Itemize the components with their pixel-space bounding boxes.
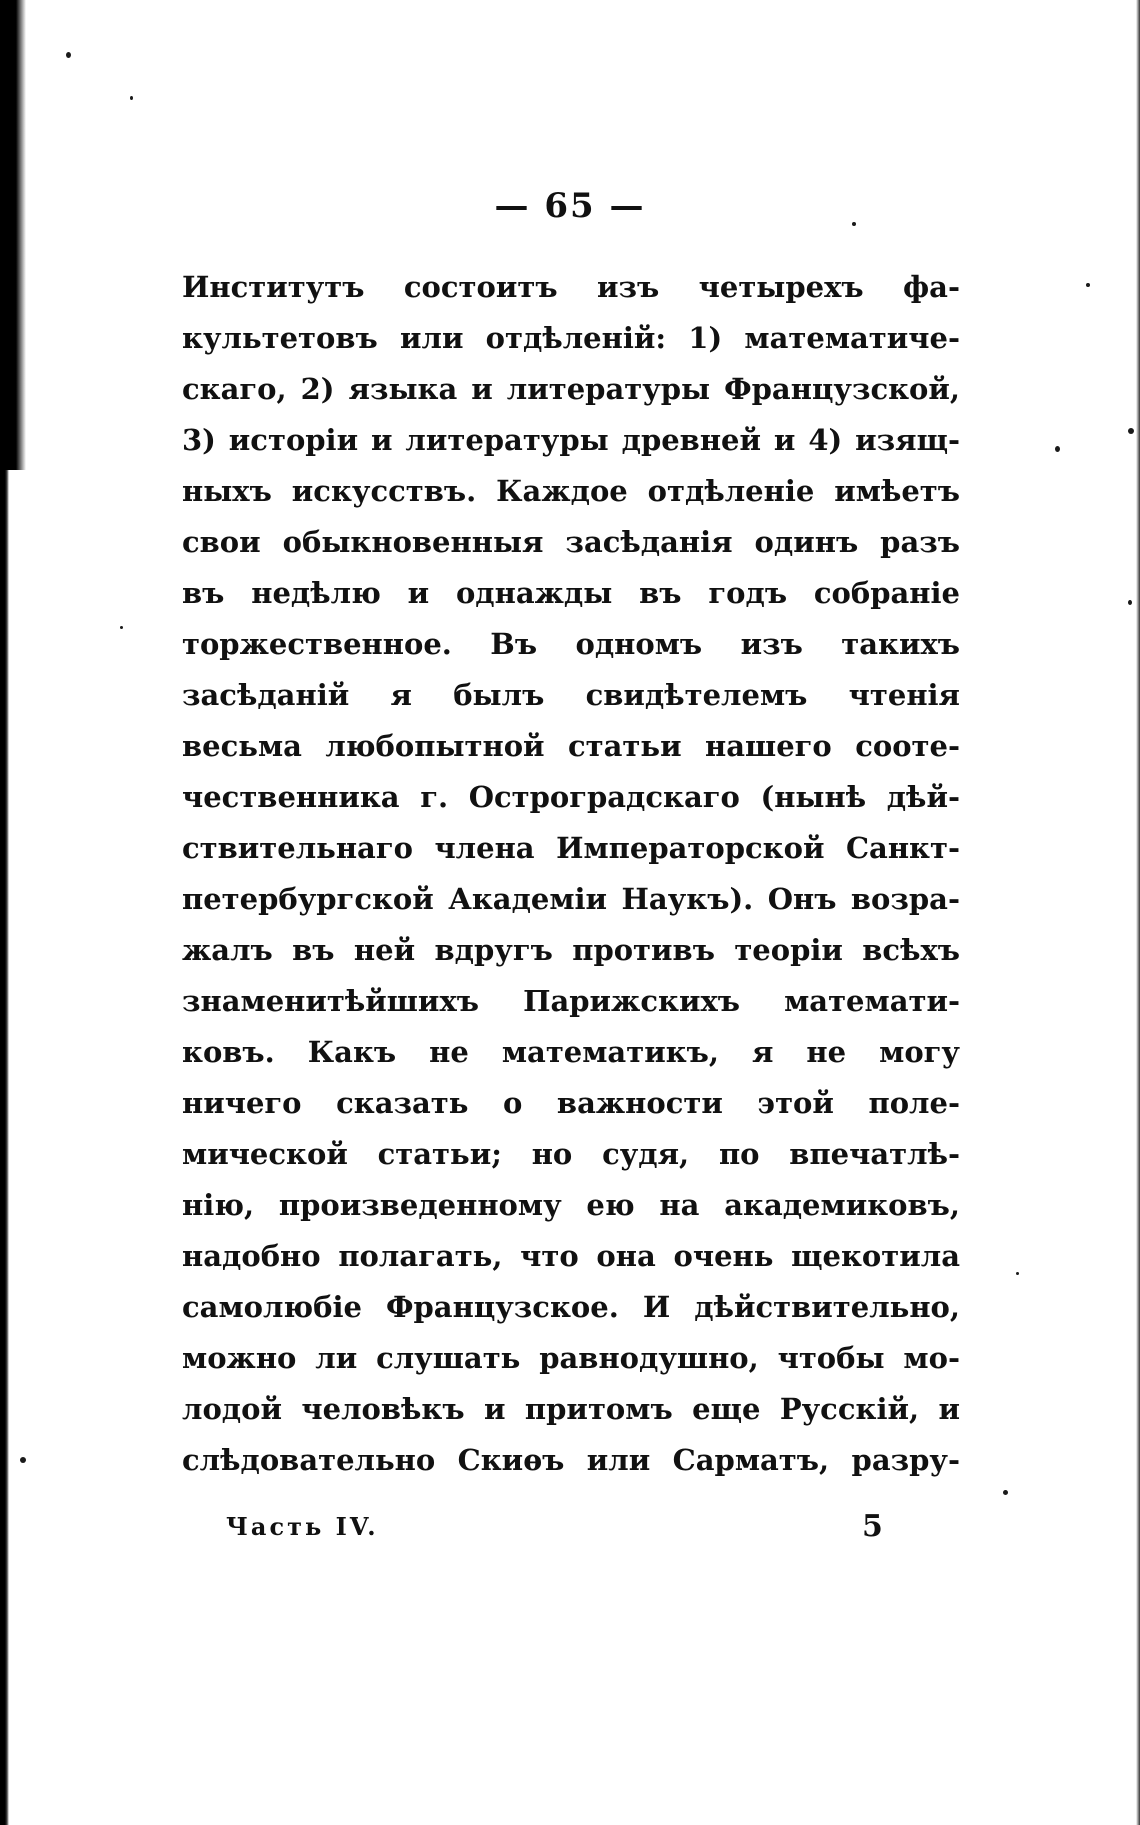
text-line: чественника г. Остроградскаго (нынѣ дѣй- xyxy=(182,780,960,814)
footer-signature: Часть IV. xyxy=(226,1512,379,1541)
text-line: петербургской Академіи Наукъ). Онъ возра- xyxy=(182,882,960,916)
text-line: нію, произведенному ею на академиковъ, xyxy=(182,1188,960,1222)
scan-speck xyxy=(1086,283,1090,287)
scan-speck xyxy=(1016,1272,1019,1275)
text-line: ничего сказать о важности этой поле- xyxy=(182,1086,960,1120)
scan-edge-left-dark xyxy=(0,0,26,470)
text-line: ковъ. Какъ не математикъ, я не могу xyxy=(182,1035,960,1069)
text-line: свои обыкновенныя засѣданія одинъ разъ xyxy=(182,525,960,559)
text-line: лодой человѣкъ и притомъ еще Русскій, и xyxy=(182,1392,960,1426)
text-line: засѣданій я былъ свидѣтелемъ чтенія xyxy=(182,678,960,712)
scan-speck xyxy=(1003,1490,1008,1495)
page-header: — 65 — xyxy=(494,186,646,226)
text-line: торжественное. Въ одномъ изъ такихъ xyxy=(182,627,960,661)
text-line: скаго, 2) языка и литературы Французской, xyxy=(182,372,960,406)
text-line: весьма любопытной статьи нашего сооте- xyxy=(182,729,960,763)
text-line: культетовъ или отдѣленій: 1) математиче- xyxy=(182,321,960,355)
text-line: въ недѣлю и однажды въ годъ собраніе xyxy=(182,576,960,610)
scan-speck xyxy=(1128,428,1134,434)
text-line: надобно полагать, что она очень щекотила xyxy=(182,1239,960,1273)
scan-speck xyxy=(1055,446,1060,452)
text-line: Институтъ состоитъ изъ четырехъ фа- xyxy=(182,270,960,304)
text-line: мической статьи; но судя, по впечатлѣ- xyxy=(182,1137,960,1171)
scan-speck xyxy=(20,1457,26,1463)
scan-speck xyxy=(66,52,71,58)
text-line: ныхъ искусствъ. Каждое отдѣленіе имѣетъ xyxy=(182,474,960,508)
page-footer xyxy=(0,1505,1140,1549)
scan-edge-right xyxy=(1136,0,1140,1825)
text-line: ствительнаго члена Императорской Санкт- xyxy=(182,831,960,865)
text-line: можно ли слушать равнодушно, чтобы мо- xyxy=(182,1341,960,1375)
text-line: жалъ въ ней вдругъ противъ теоріи всѣхъ xyxy=(182,933,960,967)
text-line: самолюбіе Французское. И дѣйствительно, xyxy=(182,1290,960,1324)
text-line: знаменитѣйшихъ Парижскихъ математи- xyxy=(182,984,960,1018)
scan-speck xyxy=(120,626,123,629)
text-line: слѣдовательно Скиѳъ или Сарматъ, разру- xyxy=(182,1443,960,1477)
footer-sheet-number: 5 xyxy=(862,1509,883,1544)
text-line: 3) исторіи и литературы древней и 4) изящ- xyxy=(182,423,960,457)
scan-speck xyxy=(1128,600,1132,605)
body-text xyxy=(182,262,960,1486)
scan-speck xyxy=(130,96,133,100)
